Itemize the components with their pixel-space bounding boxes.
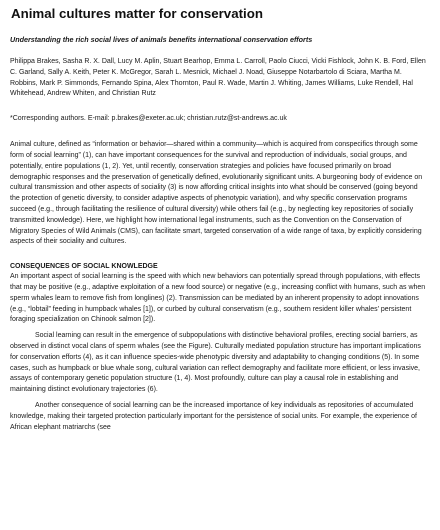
section-heading: CONSEQUENCES OF SOCIAL KNOWLEDGE	[10, 263, 158, 271]
intro-paragraph: Animal culture, defined as “information or behavior—shared within a community—which is acquired from conspecifics through some form of social learning” (1), can have important consequences for the survival and reproduction of individuals, social groups, and potentially, entire populations (1, 2). Yet, until recently, conservation strategies and policies have focused primarily on broad demographic responses and the preservation of genetically defined, evolutionarily significant units. A burgeoning body of evidence on cultural transmission and other aspects of sociality (3) is now affording critical insights into what should be conserved (going beyond the protection of genetic diversity, to consider adaptive aspects of phenotypic variation), and why specific conservation programs succeed (e.g., through facilitating the resilience of cultural diversity) while others fail (e.g., by neglecting key repositories of socially transmitted knowledge). Here, we highlight how international legal instruments, such as the Convention on the Conservation of Migratory Species of Wild Animals (CMS), can facilitate smart, targeted conservation of a wide range of taxa, by explicitly considering aspects of their sociality and cultures.	[10, 141, 423, 246]
corresponding-authors: *Corresponding authors. E-mail: p.brakes@exeter.ac.uk; christian.rutz@st-andrews.ac.uk	[10, 115, 287, 123]
paper-subtitle: Understanding the rich social lives of animals benefits international conservation efforts	[10, 35, 313, 44]
body-paragraph: An important aspect of social learning is the speed with which new behaviors can potentially spread through populations, with effects that may be positive (e.g., adaptive exploitation of a new food source) or negative (e.g., increasing conflict with humans, such as when sperm whales learn to remove fish from longlines) (2). Transmission can be mediated by an inherent propensity to adopt innovations (e.g., “lobtail” feeding in humpback whales [1]), or curbed by cultural conservatism (e.g., southern resident killer whales’ persistent foraging specialization on Chinook salmon [2]).	[10, 273, 426, 324]
paper-title: Animal cultures matter for conservation	[11, 6, 263, 21]
paper-page	[10, 0, 428, 433]
author-list: Philippa Brakes, Sasha R. X. Dall, Lucy M. Aplin, Stuart Bearhop, Emma L. Carroll, Paolo Ciucci, Vicki Fishlock, John K. B. Ford, Ellen C. Garland, Sally A. Keith, Peter K. McGregor, Sarah L. Mesnick, Michael J. Noad, Giuseppe Notarbartolo di Sciara, Martha M. Robbins, Mark P. Simmonds, Fernando Spina, Alex Thornton, Paul R. Wade, Martin J. Whiting, James Williams, Luke Rendell, Hal Whitehead, Andrew Whiten, and Christian Rutz	[10, 58, 426, 98]
body-paragraph: Another consequence of social learning can be the increased importance of key individuals as repositories of accumulated knowledge, making their targeted protection particularly important for the persistence of social units. For example, the experience of African elephant matriarchs (see	[10, 401, 417, 431]
body-paragraph: Social learning can result in the emergence of subpopulations with distinctive behavioral profiles, erecting social barriers, as observed in distinct vocal clans of sperm whales (see the Figure). Culturally mediated population structure has important implications for conservation efforts (4), as it can influence species-wide phenotypic diversity and adaptability to changing conditions (5). In some cases, such as humpback or blue whale song, cultural variation can reflect demography and facilitate more efficient, or less invasive, assays of contemporary genetic population structure (1, 4). Most profoundly, culture can play a causal role in establishing and maintaining distinct evolutionary trajectories (6).	[10, 332, 421, 394]
